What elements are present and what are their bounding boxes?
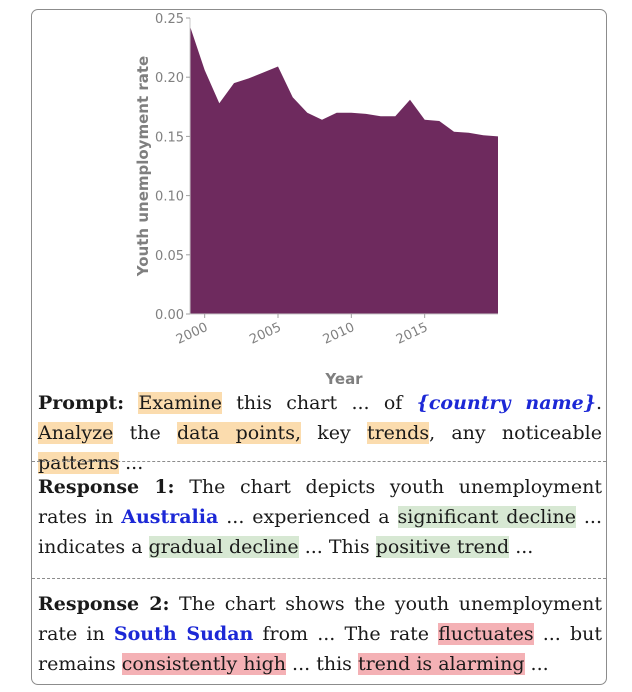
highlight-phrase: positive trend	[375, 536, 510, 558]
area-series	[190, 26, 498, 314]
response-2-label: Response 2:	[38, 593, 170, 615]
highlight-phrase: fluctuates	[438, 623, 534, 645]
y-tick-label: 0.25	[155, 12, 184, 27]
text-run: from ... The rate	[253, 623, 439, 645]
x-tick-label: 2005	[247, 320, 284, 348]
text-run: the	[113, 422, 177, 444]
x-axis	[174, 314, 498, 348]
text-run: ...	[119, 452, 144, 474]
text-run: ... but remains	[38, 623, 603, 675]
country-name: Australia	[121, 506, 219, 528]
prompt-label: Prompt:	[38, 392, 125, 414]
highlight-phrase: Analyze	[38, 422, 114, 444]
highlight-phrase: Examine	[138, 392, 222, 414]
response-2-text	[38, 589, 602, 679]
x-axis-label: Year	[325, 370, 363, 388]
entity-placeholder: {country name}	[416, 392, 596, 414]
x-tick-label: 2010	[320, 320, 358, 348]
text-run: ...	[524, 653, 549, 675]
y-tick-label: 0.15	[155, 130, 184, 146]
prompt-text	[38, 388, 602, 478]
text-run: , any noticeable	[429, 422, 602, 444]
y-axis-label: Youth unemployment rate	[134, 55, 152, 277]
highlight-phrase: trends	[366, 422, 430, 444]
text-run: key	[300, 422, 367, 444]
y-tick-label: 0.20	[155, 71, 184, 87]
y-axis	[155, 12, 190, 323]
country-name: South Sudan	[113, 623, 254, 645]
text-run: ...	[509, 536, 534, 558]
text-run: .	[595, 392, 602, 414]
highlight-phrase: significant decline	[397, 506, 576, 528]
x-tick-label: 2000	[174, 320, 211, 348]
text-run: this chart ... of	[221, 392, 417, 414]
dashed-divider	[32, 578, 606, 579]
y-tick-label: 0.05	[155, 248, 184, 264]
highlight-phrase: consistently high	[121, 653, 286, 675]
highlight-phrase: trend is alarming	[357, 653, 525, 675]
text-run: ... This	[298, 536, 376, 558]
text-run: ... indicates a	[38, 506, 602, 558]
text-run: ... experienced a	[218, 506, 398, 528]
y-tick-label: 0.00	[155, 308, 184, 323]
highlight-phrase: gradual decline	[148, 536, 299, 558]
response-1-label: Response 1:	[38, 476, 175, 498]
x-tick-label: 2015	[394, 320, 431, 348]
dashed-divider	[32, 461, 606, 462]
text-run: The chart depicts youth unemployment rates in	[38, 476, 603, 528]
highlight-phrase: patterns	[38, 452, 120, 474]
y-tick-label: 0.10	[155, 189, 184, 205]
text-run: The chart shows the youth unemployment rate in	[38, 593, 602, 645]
text-run: ... this	[286, 653, 358, 675]
highlight-phrase: data points,	[176, 422, 301, 444]
response-1-text	[38, 472, 602, 562]
